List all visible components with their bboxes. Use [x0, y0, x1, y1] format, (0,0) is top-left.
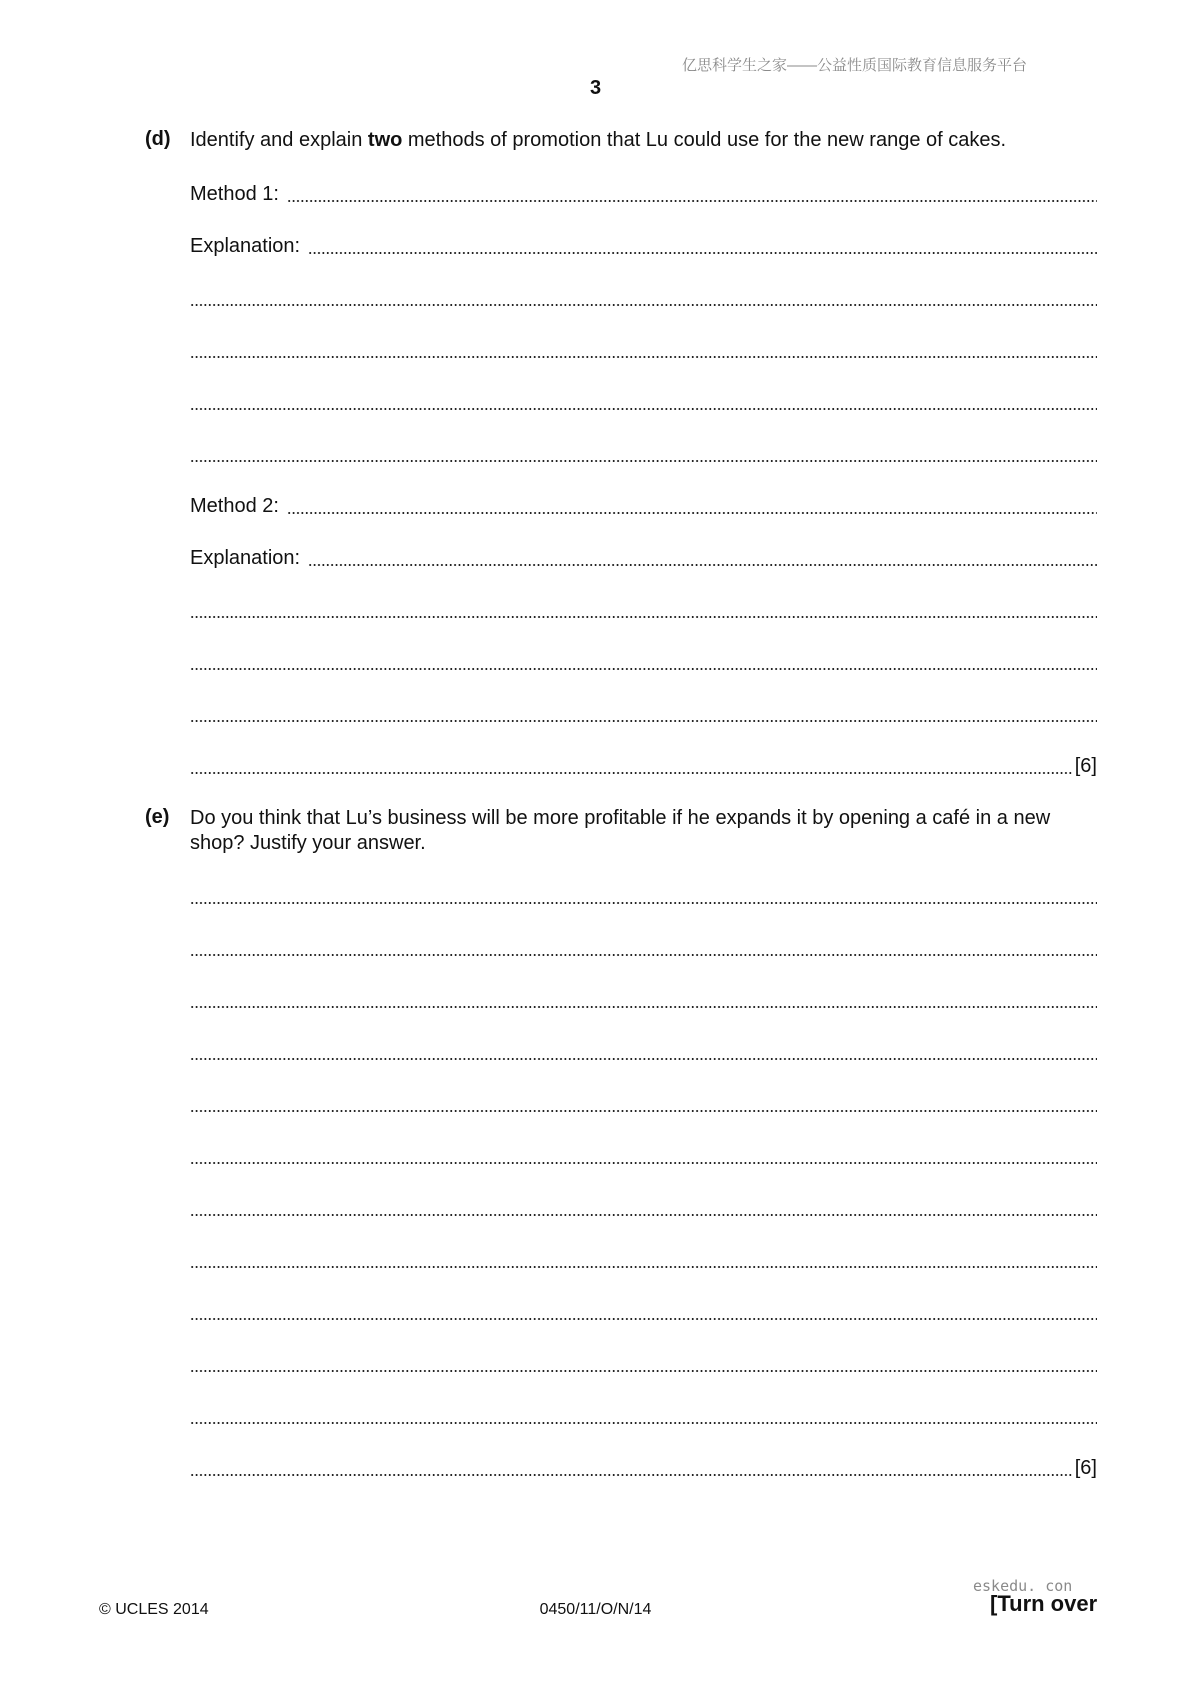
question-d-text	[190, 128, 1097, 153]
paper-code: 0450/11/O/N/14	[539, 1601, 652, 1618]
answer-line[interactable]	[190, 1296, 1097, 1324]
footer-watermark: eskedu. con	[973, 1577, 1073, 1595]
answer-line[interactable]	[190, 1400, 1097, 1428]
question-d-text-start: Identify and explain	[190, 129, 368, 151]
dotted-line	[308, 546, 1097, 570]
answer-line[interactable]	[190, 1140, 1097, 1168]
answer-line[interactable]	[190, 1192, 1097, 1220]
dotted-line	[287, 494, 1097, 518]
explanation-1-label: Explanation:	[190, 235, 301, 257]
dotted-line	[190, 936, 1097, 960]
answer-line[interactable]	[190, 282, 1097, 310]
answer-line-final-e[interactable]	[190, 1452, 1097, 1480]
question-e-label: (e)	[145, 806, 170, 828]
dotted-line	[190, 1196, 1097, 1220]
dotted-line	[190, 1092, 1097, 1116]
dotted-line	[190, 1144, 1097, 1168]
question-d-text-bold: two	[367, 129, 403, 151]
dotted-line	[190, 1456, 1073, 1480]
answer-line-final-d[interactable]	[190, 750, 1097, 778]
answer-line-method-1[interactable]	[190, 178, 1097, 206]
dotted-line	[308, 234, 1097, 258]
answer-line[interactable]	[190, 1036, 1097, 1064]
explanation-2-label: Explanation:	[190, 547, 301, 569]
answer-line[interactable]	[190, 334, 1097, 362]
answer-line[interactable]	[190, 594, 1097, 622]
answer-line[interactable]	[190, 1088, 1097, 1116]
dotted-line	[190, 1404, 1097, 1428]
answer-line[interactable]	[190, 932, 1097, 960]
dotted-line	[190, 286, 1097, 310]
dotted-line	[190, 754, 1073, 778]
question-d-text-end: methods of promotion that Lu could use for the new range of cakes.	[402, 129, 1007, 151]
dotted-line	[190, 1248, 1097, 1272]
page-number: 3	[589, 77, 602, 99]
marks-e: [6]	[1074, 1457, 1097, 1479]
copyright: © UCLES 2014	[99, 1601, 209, 1618]
dotted-line	[190, 598, 1097, 622]
answer-line[interactable]	[190, 438, 1097, 466]
answer-line[interactable]	[190, 386, 1097, 414]
answer-line-explanation-1[interactable]	[190, 230, 1097, 258]
dotted-line	[190, 650, 1097, 674]
answer-line[interactable]	[190, 1244, 1097, 1272]
dotted-line	[190, 1300, 1097, 1324]
dotted-line	[190, 702, 1097, 726]
dotted-line	[190, 1352, 1097, 1376]
answer-line[interactable]	[190, 880, 1097, 908]
answer-line[interactable]	[190, 1348, 1097, 1376]
answer-line-method-2[interactable]	[190, 490, 1097, 518]
answer-line-explanation-2[interactable]	[190, 542, 1097, 570]
dotted-line	[287, 182, 1097, 206]
header-watermark: 亿思科学生之家——公益性质国际教育信息服务平台	[682, 57, 1028, 74]
dotted-line	[190, 1040, 1097, 1064]
method-2-label: Method 2:	[190, 495, 279, 517]
marks-d: [6]	[1074, 755, 1097, 777]
dotted-line	[190, 442, 1097, 466]
answer-line[interactable]	[190, 698, 1097, 726]
answer-line[interactable]	[190, 646, 1097, 674]
answer-line[interactable]	[190, 984, 1097, 1012]
dotted-line	[190, 884, 1097, 908]
question-d-label: (d)	[145, 128, 171, 150]
question-e-text: Do you think that Lu’s business will be more profitable if he expands it by opening a café in a new shop? Justify your answer.	[190, 807, 1051, 854]
turn-over: [Turn over	[990, 1591, 1098, 1616]
dotted-line	[190, 338, 1097, 362]
dotted-line	[190, 390, 1097, 414]
method-1-label: Method 1:	[190, 183, 279, 205]
dotted-line	[190, 988, 1097, 1012]
